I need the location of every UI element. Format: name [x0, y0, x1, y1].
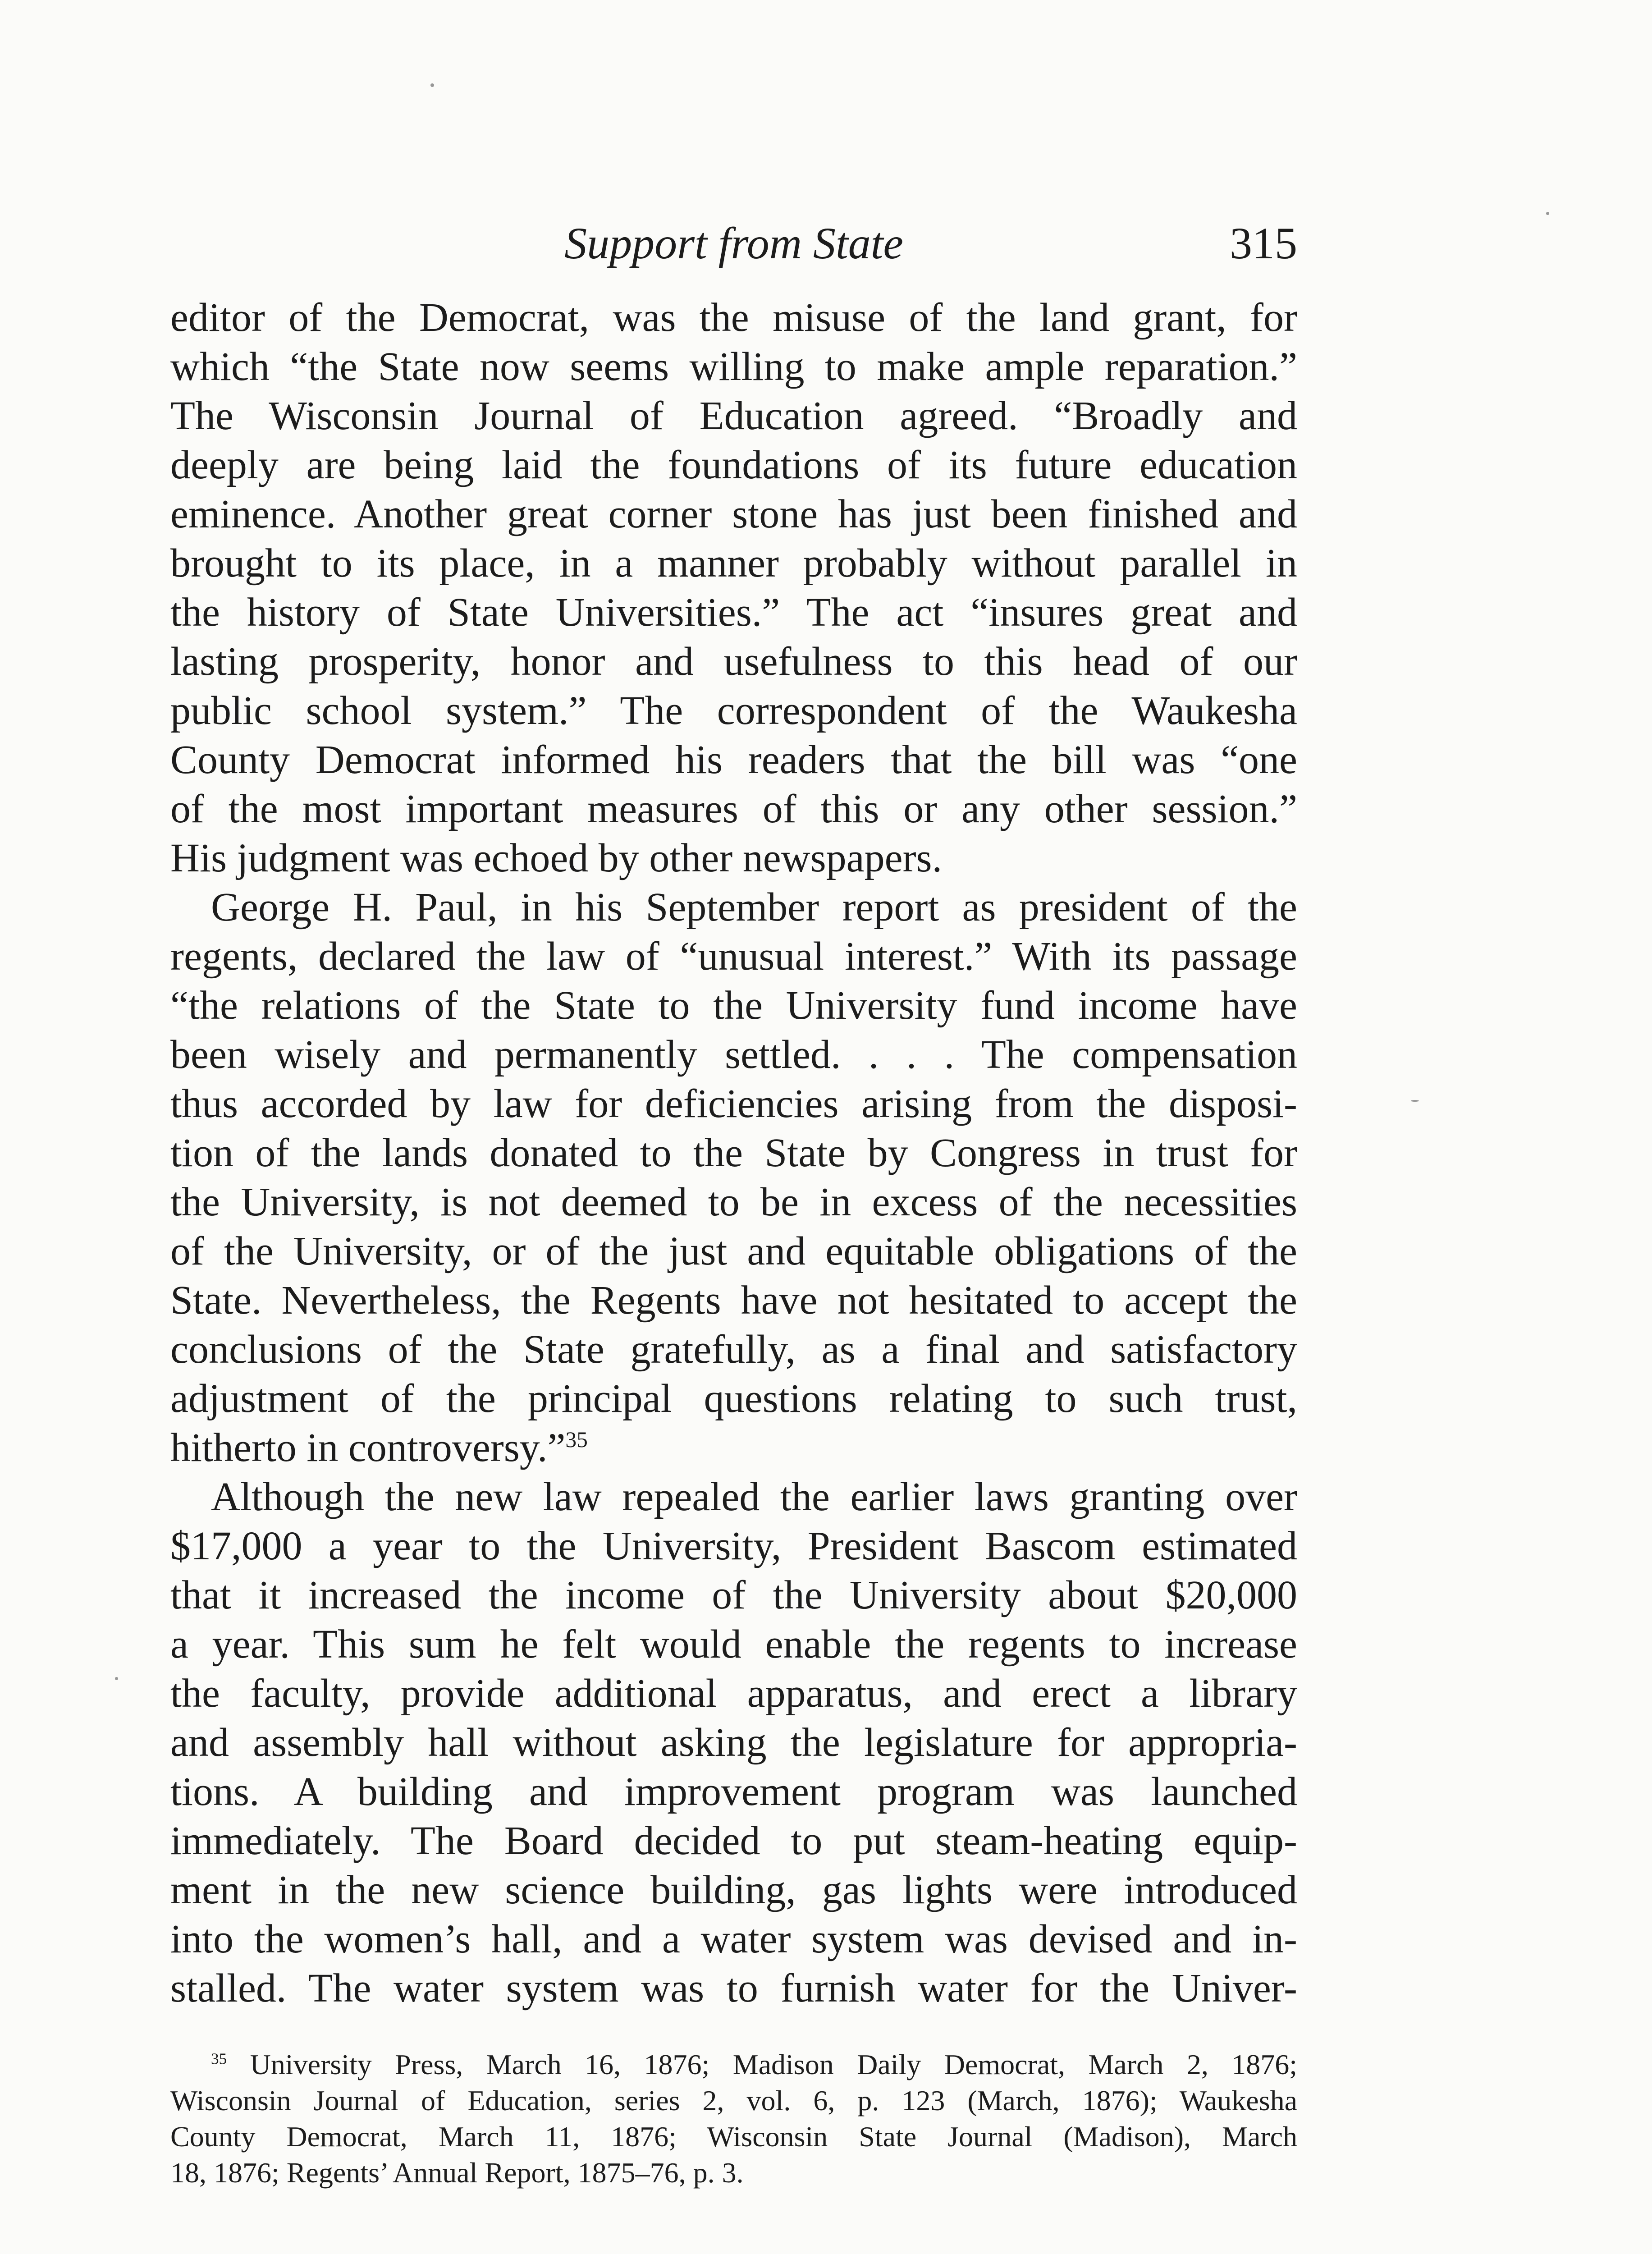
- body-line: public school system.” The correspondent of the Waukesha: [170, 688, 1297, 733]
- footnote-line: Wisconsin Journal of Education, series 2, vol. 6, p. 123 (March, 1876); Waukesha: [170, 2084, 1297, 2117]
- body-line: which “the State now seems willing to make ample reparation.”: [170, 344, 1297, 389]
- body-line: lasting prosperity, honor and usefulness to this head of our: [170, 639, 1297, 684]
- body-line: The Wisconsin Journal of Education agreed. “Broadly and: [170, 394, 1297, 438]
- body-text: [170, 293, 1297, 2013]
- body-line: the faculty, provide additional apparatus, and erect a library: [170, 1671, 1297, 1716]
- body-line-with-footnote-ref: [170, 1423, 1297, 1472]
- body-line: of the most important measures of this or any other session.”: [170, 787, 1297, 831]
- footnote-reference: 35: [565, 1427, 588, 1452]
- body-line: ment in the new science building, gas lights were introduced: [170, 1868, 1297, 1912]
- body-line: tions. A building and improvement program was launched: [170, 1769, 1297, 1814]
- footnotes: [170, 2047, 1297, 2191]
- body-line: County Democrat informed his readers that the bill was “one: [170, 738, 1297, 782]
- footnote-marker: 35: [211, 2050, 227, 2068]
- body-line: a year. This sum he felt would enable the regents to increase: [170, 1622, 1297, 1667]
- running-head: Support from State: [564, 218, 903, 268]
- body-line: deeply are being laid the foundations of its future education: [170, 443, 1297, 487]
- body-line: thus accorded by law for deficiencies arising from the disposi-: [170, 1081, 1297, 1126]
- body-line: tion of the lands donated to the State by Congress in trust for: [170, 1131, 1297, 1175]
- footnote-text: University Press, March 16, 1876; Madison Daily Democrat, March 2, 1876;: [250, 2048, 1298, 2080]
- page-number: 315: [1230, 218, 1297, 268]
- body-line: adjustment of the principal questions relating to such trust,: [170, 1376, 1297, 1421]
- body-line: “the relations of the State to the University fund income have: [170, 983, 1297, 1028]
- body-line: of the University, or of the just and equitable obligations of the: [170, 1229, 1297, 1274]
- page-speck: [1546, 212, 1549, 215]
- body-line: immediately. The Board decided to put steam-heating equip-: [170, 1819, 1297, 1863]
- body-line: the history of State Universities.” The act “insures great and: [170, 590, 1297, 635]
- footnote-line: [170, 2047, 1297, 2083]
- body-line: that it increased the income of the University about $20,000: [170, 1573, 1297, 1617]
- body-line: the University, is not deemed to be in excess of the necessities: [170, 1180, 1297, 1224]
- page-speck: [430, 83, 434, 87]
- body-line: stalled. The water system was to furnish water for the Univer-: [170, 1966, 1297, 2011]
- footnote-line: County Democrat, March 11, 1876; Wisconsin State Journal (Madison), March: [170, 2121, 1297, 2153]
- body-line: conclusions of the State gratefully, as a final and satisfactory: [170, 1327, 1297, 1372]
- body-line: $17,000 a year to the University, President Bascom estimated: [170, 1524, 1297, 1568]
- page-header: [170, 216, 1297, 270]
- body-line: George H. Paul, in his September report as president of the: [211, 885, 1297, 930]
- page-speck: [1411, 1100, 1419, 1102]
- body-line: been wisely and permanently settled. . . . The compensation: [170, 1032, 1297, 1077]
- body-line-text: hitherto in controversy.”: [170, 1425, 566, 1470]
- footnote-line: 18, 1876; Regents’ Annual Report, 1875–76, p. 3.: [170, 2157, 744, 2189]
- page-speck: [115, 1677, 118, 1680]
- body-line: His judgment was echoed by other newspapers.: [170, 836, 943, 880]
- body-line: into the women’s hall, and a water system was devised and in-: [170, 1917, 1297, 1961]
- body-line: regents, declared the law of “unusual interest.” With its passage: [170, 934, 1297, 979]
- body-line: State. Nevertheless, the Regents have not hesitated to accept the: [170, 1278, 1297, 1323]
- body-line: brought to its place, in a manner probably without parallel in: [170, 541, 1297, 586]
- body-line: Although the new law repealed the earlier laws granting over: [211, 1475, 1297, 1519]
- body-line: editor of the Democrat, was the misuse of the land grant, for: [170, 295, 1297, 340]
- body-line: eminence. Another great corner stone has just been finished and: [170, 492, 1297, 536]
- body-line: and assembly hall without asking the legislature for appropria-: [170, 1720, 1297, 1765]
